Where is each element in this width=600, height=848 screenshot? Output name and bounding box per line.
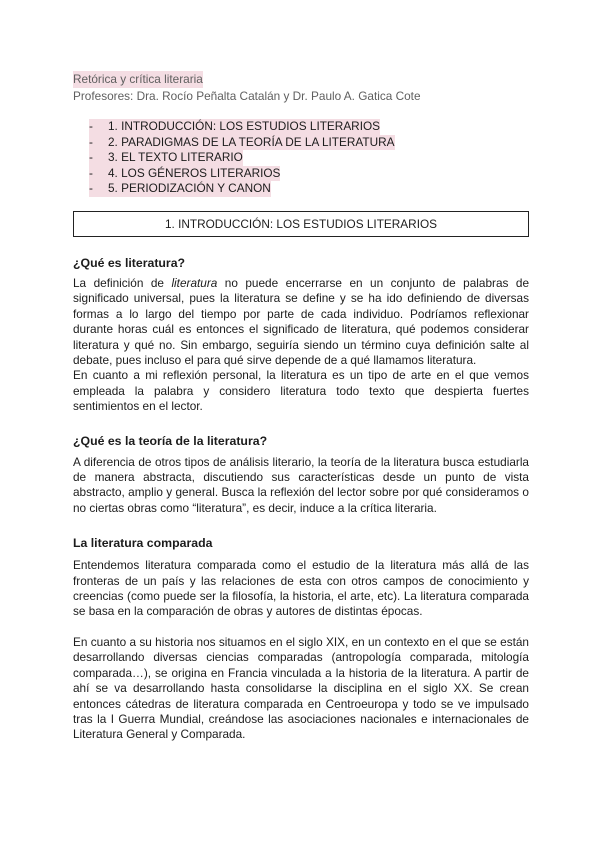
emphasized-term: literatura [171, 275, 218, 290]
section-literary-theory [73, 433, 529, 517]
toc-item[interactable] [89, 119, 529, 135]
toc-bullet: - [89, 119, 108, 135]
paragraph-text: La definición de [73, 275, 172, 290]
section-title: 1. INTRODUCCIÓN: LOS ESTUDIOS LITERARIOS [164, 216, 438, 231]
paragraph: En cuanto a mi reflexión personal, la literatura es un tipo de arte en el que vemos empleada la palabra y considero literatura todo texto que despierta fuertes sentimientos en el lector. [73, 368, 529, 414]
toc-item[interactable] [89, 181, 529, 197]
toc-item-label: 4. LOS GÉNEROS LITERARIOS [108, 165, 281, 180]
document-page [73, 70, 529, 743]
document-header [73, 70, 529, 105]
toc-bullet: - [89, 181, 108, 197]
section-title-box [73, 211, 529, 237]
toc-item[interactable] [89, 166, 529, 182]
toc-item-label: 1. INTRODUCCIÓN: LOS ESTUDIOS LITERARIOS [108, 119, 381, 133]
professors-line: Profesores: Dra. Rocío Peñalta Catalán y Dr. Paulo A. Gatica Cote [73, 89, 421, 103]
paragraph: En cuanto a su historia nos situamos en el siglo XIX, en un contexto en el que se están desarrollando diversas ciencias comparadas (antropología comparada, mitología comparada…), se origina en Francia vinculada a la historia de la literatura. A partir de ahí se va desarrollando hasta consolidarse la disciplina en el siglo XX. Se crean entonces cátedras de literatura comparada en Centroeuropa y todo se ve impulsado tras la I Guerra Mundial, creándose las asociaciones nacionales e internacionales de Literatura General y Comparada. [73, 634, 529, 742]
toc-item[interactable] [89, 135, 529, 151]
toc-bullet: - [89, 150, 108, 166]
paragraph-text: no puede encerrarse en un conjunto de palabras de significado universal, pues la literatura se define y se ha ido definiendo de diversas formas a lo largo del tiempo por parte de cada individuo. Podríamos reflexionar durante horas cuál es entonces el significado de literatura, qué podemos considerar literatura y qué no. Sin embargo, seguiría siendo un término cuya definición salte al debate, pues incluso el para qué sirve depende de a qué llamamos literatura. [73, 275, 530, 367]
section-heading: ¿Qué es la teoría de la literatura? [73, 433, 268, 448]
table-of-contents [73, 119, 529, 197]
toc-item-label: 5. PERIODIZACIÓN Y CANON [108, 181, 271, 196]
toc-bullet: - [89, 135, 108, 151]
toc-bullet: - [89, 166, 108, 182]
toc-item-label: 3. EL TEXTO LITERARIO [108, 150, 243, 165]
section-comparative-literature [73, 535, 529, 742]
course-title: Retórica y crítica literaria [73, 72, 203, 86]
section-what-is-literature [73, 255, 529, 415]
section-heading: La literatura comparada [73, 536, 213, 551]
section-heading: ¿Qué es literatura? [73, 255, 186, 270]
paragraph: A diferencia de otros tipos de análisis literario, la teoría de la literatura busca estudiarla de manera abstracta, discutiendo sus características desde un punto de vista abstracto, amplio y general. Busca la reflexión del lector sobre por qué consideramos o no ciertas obras como “literatura”, es decir, induce a la crítica literaria. [73, 454, 529, 515]
paragraph: Entendemos literatura comparada como el estudio de la literatura más allá de las fronteras de un país y las relaciones de esta con otros campos de conocimiento y creencias (como puede ser la filosofía, la historia, el arte, etc). La literatura comparada se basa en la comparación de obras y autores de distintas épocas. [73, 558, 529, 619]
toc-item[interactable] [89, 150, 529, 166]
paragraph [73, 276, 529, 368]
toc-item-label: 2. PARADIGMAS DE LA TEORÍA DE LA LITERATURA [108, 134, 395, 149]
